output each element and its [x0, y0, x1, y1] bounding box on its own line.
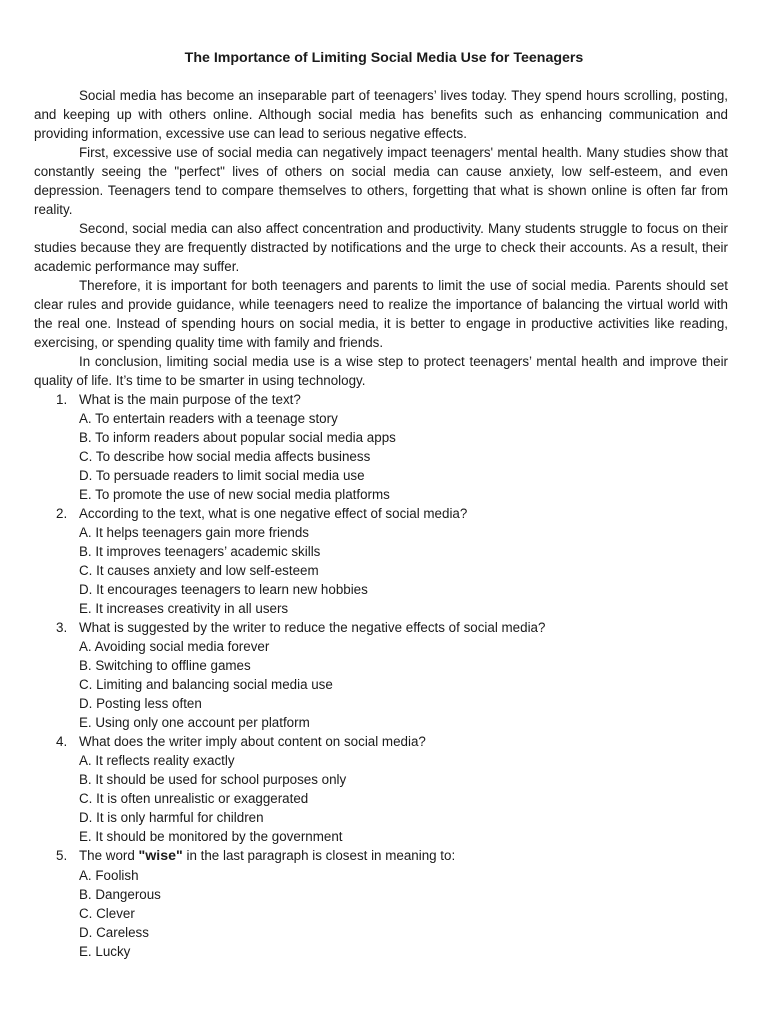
question-number: 1. [56, 392, 68, 407]
option-b: B. It should be used for school purposes only [79, 772, 347, 787]
option-d: D. Careless [79, 925, 149, 940]
option-a: A. It helps teenagers gain more friends [79, 525, 310, 540]
paragraph-conclusion: In conclusion, limiting social media use is a wise step to protect teenagers’ mental health and improve their quality of life. It’s time to be smarter in using technology. [34, 354, 728, 388]
question-list [34, 390, 728, 961]
highlighted-word: "wise" [138, 848, 183, 864]
question-number: 4. [56, 734, 68, 749]
option-a: A. It reflects reality exactly [79, 753, 235, 768]
option-e: E. It should be monitored by the government [79, 829, 343, 844]
option-c: C. Clever [79, 906, 135, 921]
question-text: What is suggested by the writer to reduce the negative effects of social media? [79, 620, 546, 635]
option-e: E. Lucky [79, 944, 131, 959]
question-text [79, 846, 728, 866]
option-list [79, 637, 728, 732]
option-d: D. To persuade readers to limit social media use [79, 468, 365, 483]
option-b: B. Dangerous [79, 887, 161, 902]
paragraph-recommendation: Therefore, it is important for both teenagers and parents to limit the use of social media. Parents should set clear rules and provide guidance, while teenagers need to realize the importance of balancing the virtual world with the real one. Instead of spending hours on social media, it is better to engage in productive activities like reading, exercising, or spending quality time with family and friends. [34, 278, 728, 350]
question-3 [34, 618, 728, 732]
question-number: 5. [56, 848, 68, 863]
option-list [79, 866, 728, 961]
option-e: E. Using only one account per platform [79, 715, 310, 730]
question-1 [34, 390, 728, 504]
question-text: What is the main purpose of the text? [79, 392, 301, 407]
paragraph-intro: Social media has become an inseparable part of teenagers’ lives today. They spend hours scrolling, posting, and keeping up with others online. Although social media has benefits such as enhancing communication and providing information, excessive use can lead to serious negative effects. [34, 88, 728, 141]
paragraph-concentration: Second, social media can also affect concentration and productivity. Many students struggle to focus on their studies because they are frequently distracted by notifications and the urge to check their accounts. As a result, their academic performance may suffer. [34, 221, 728, 274]
option-b: B. Switching to offline games [79, 658, 251, 673]
question-text: According to the text, what is one negative effect of social media? [79, 506, 468, 521]
option-list [79, 409, 728, 504]
question-number: 2. [56, 506, 68, 521]
option-d: D. It is only harmful for children [79, 810, 264, 825]
question-text-before: The word [79, 848, 139, 863]
option-e: E. To promote the use of new social media platforms [79, 487, 390, 502]
question-2 [34, 504, 728, 618]
question-number: 3. [56, 620, 68, 635]
document-title: The Importance of Limiting Social Media Use for Teenagers [184, 50, 584, 66]
option-c: C. To describe how social media affects business [79, 449, 371, 464]
option-list [79, 523, 728, 618]
option-list [79, 751, 728, 846]
question-5 [34, 846, 728, 961]
option-b: B. It improves teenagers’ academic skills [79, 544, 321, 559]
option-d: D. Posting less often [79, 696, 202, 711]
question-text-after: in the last paragraph is closest in meaning to: [182, 848, 456, 863]
option-a: A. To entertain readers with a teenage story [79, 411, 338, 426]
option-c: C. Limiting and balancing social media use [79, 677, 333, 692]
option-e: E. It increases creativity in all users [79, 601, 289, 616]
paragraph-mental-health: First, excessive use of social media can negatively impact teenagers' mental health. Many studies show that constantly seeing the "perfect" lives of others on social media can cause anxiety, low self-esteem, and even depression. Teenagers tend to compare themselves to others, forgetting that what is shown online is often far from reality. [34, 145, 728, 217]
question-text: What does the writer imply about content on social media? [79, 734, 426, 749]
option-c: C. It causes anxiety and low self-esteem [79, 563, 319, 578]
option-d: D. It encourages teenagers to learn new hobbies [79, 582, 368, 597]
document-body [34, 86, 728, 961]
option-c: C. It is often unrealistic or exaggerated [79, 791, 309, 806]
question-4 [34, 732, 728, 846]
option-a: A. Avoiding social media forever [79, 639, 270, 654]
option-a: A. Foolish [79, 868, 139, 883]
option-b: B. To inform readers about popular social media apps [79, 430, 396, 445]
